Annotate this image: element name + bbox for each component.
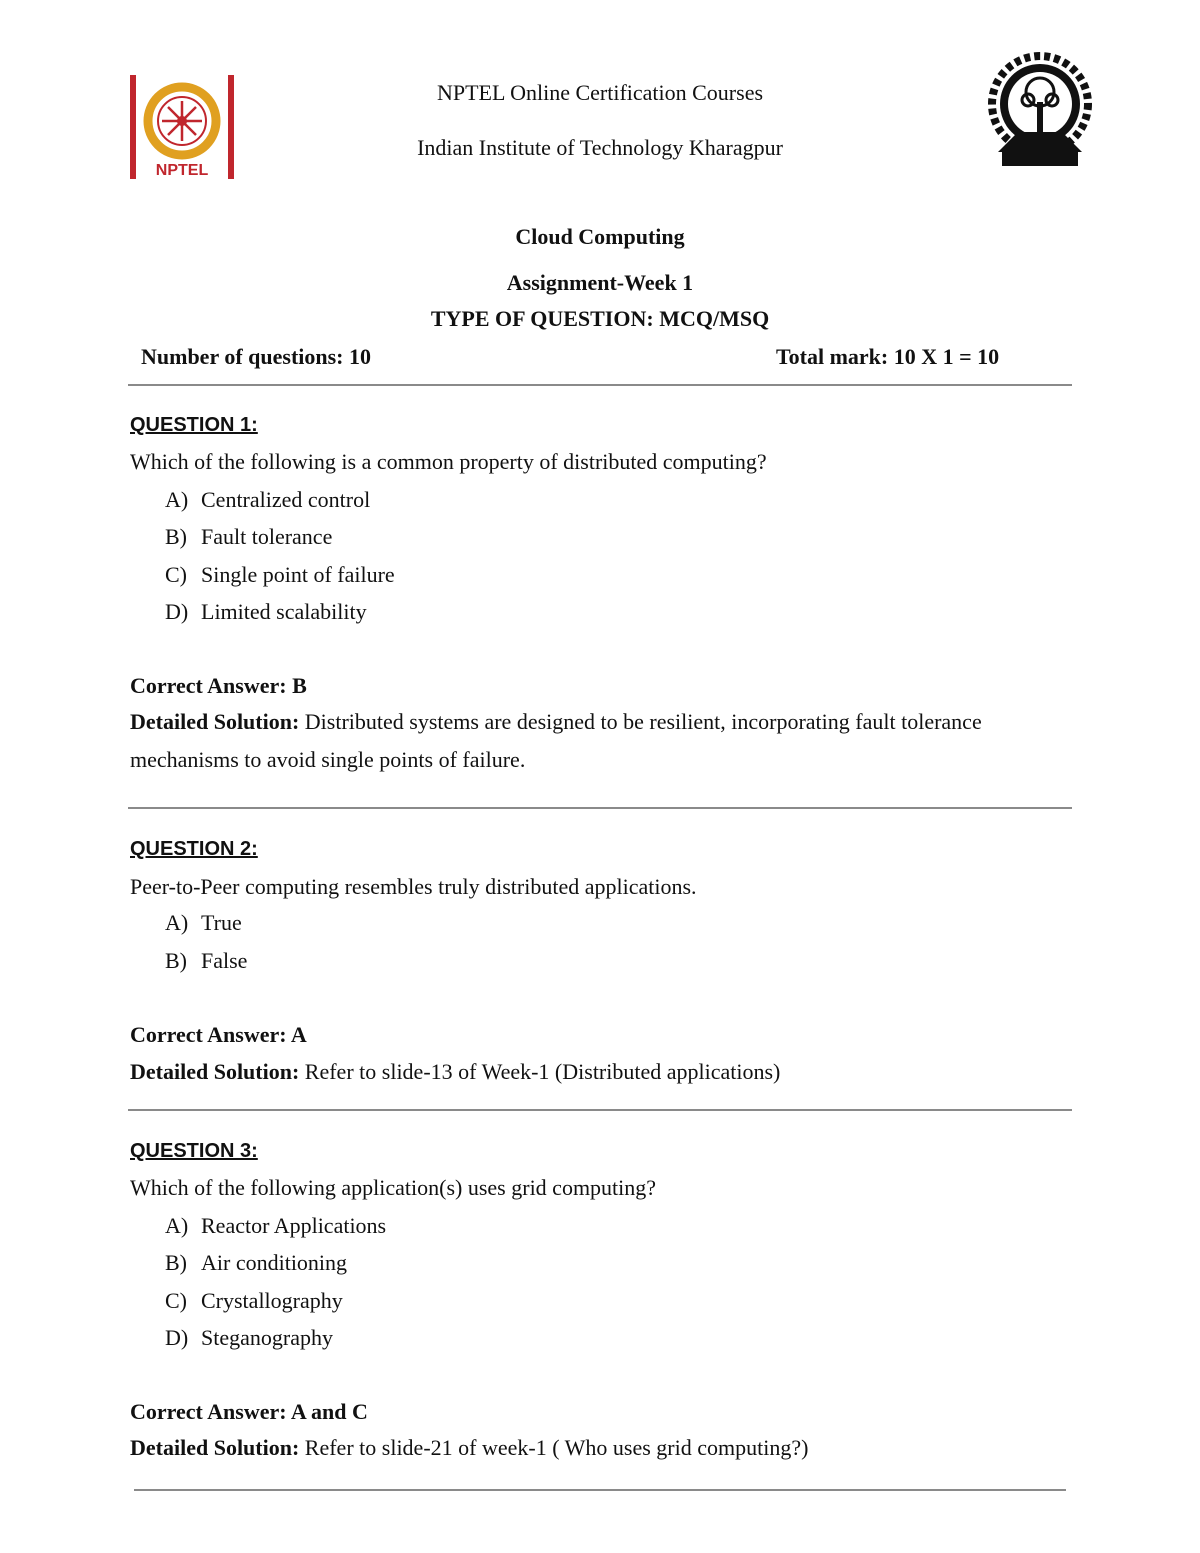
question-type: TYPE OF QUESTION: MCQ/MSQ — [430, 306, 770, 331]
question-3-answer: Correct Answer: A and C — [130, 1399, 368, 1424]
question-1-option-a: A) Centralized control — [165, 487, 371, 512]
question-1-option-c: C) Single point of failure — [165, 562, 395, 587]
assignment-title: Assignment-Week 1 — [506, 270, 694, 295]
question-3-text: Which of the following application(s) uses grid computing? — [130, 1175, 657, 1200]
question-1-solution: Detailed Solution: Distributed systems are designed to be resilient, incorporating fault tolerance mechanisms to avoid single points of failure. — [130, 709, 982, 772]
question-2-text: Peer-to-Peer computing resembles truly distributed applications. — [130, 874, 697, 899]
question-1-answer: Correct Answer: B — [130, 673, 307, 698]
question-2-option-a: A) True — [165, 910, 242, 935]
question-2-solution: Detailed Solution: Refer to slide-13 of Week-1 (Distributed applications) — [130, 1059, 781, 1084]
question-3-option-a: A) Reactor Applications — [165, 1213, 387, 1238]
divider — [134, 1489, 1066, 1491]
question-1-label: QUESTION 1: — [130, 414, 258, 436]
total-mark: Total mark: 10 X 1 = 10 — [776, 344, 1000, 369]
nptel-logo-text: NPTEL — [155, 162, 209, 179]
question-1-option-d: D) Limited scalability — [165, 599, 367, 624]
question-1-option-b: B) Fault tolerance — [165, 524, 333, 549]
question-3-option-d: D) Steganography — [165, 1325, 333, 1350]
course-title: Cloud Computing — [515, 224, 685, 249]
question-2-answer: Correct Answer: A — [130, 1022, 307, 1047]
header-line-1: NPTEL Online Certification Courses — [436, 80, 764, 105]
divider — [128, 1109, 1072, 1111]
question-2-label: QUESTION 2: — [130, 838, 258, 860]
question-1-text: Which of the following is a common property of distributed computing? — [130, 449, 767, 474]
divider — [128, 807, 1072, 809]
header-line-2: Indian Institute of Technology Kharagpur — [417, 135, 783, 160]
question-2-option-b: B) False — [165, 948, 248, 973]
question-3-label: QUESTION 3: — [130, 1140, 258, 1162]
number-of-questions: Number of questions: 10 — [141, 344, 372, 369]
divider — [128, 384, 1072, 386]
question-3-solution: Detailed Solution: Refer to slide-21 of week-1 ( Who uses grid computing?) — [130, 1435, 809, 1460]
question-3-option-c: C) Crystallography — [165, 1288, 343, 1313]
question-3-option-b: B) Air conditioning — [165, 1250, 348, 1275]
